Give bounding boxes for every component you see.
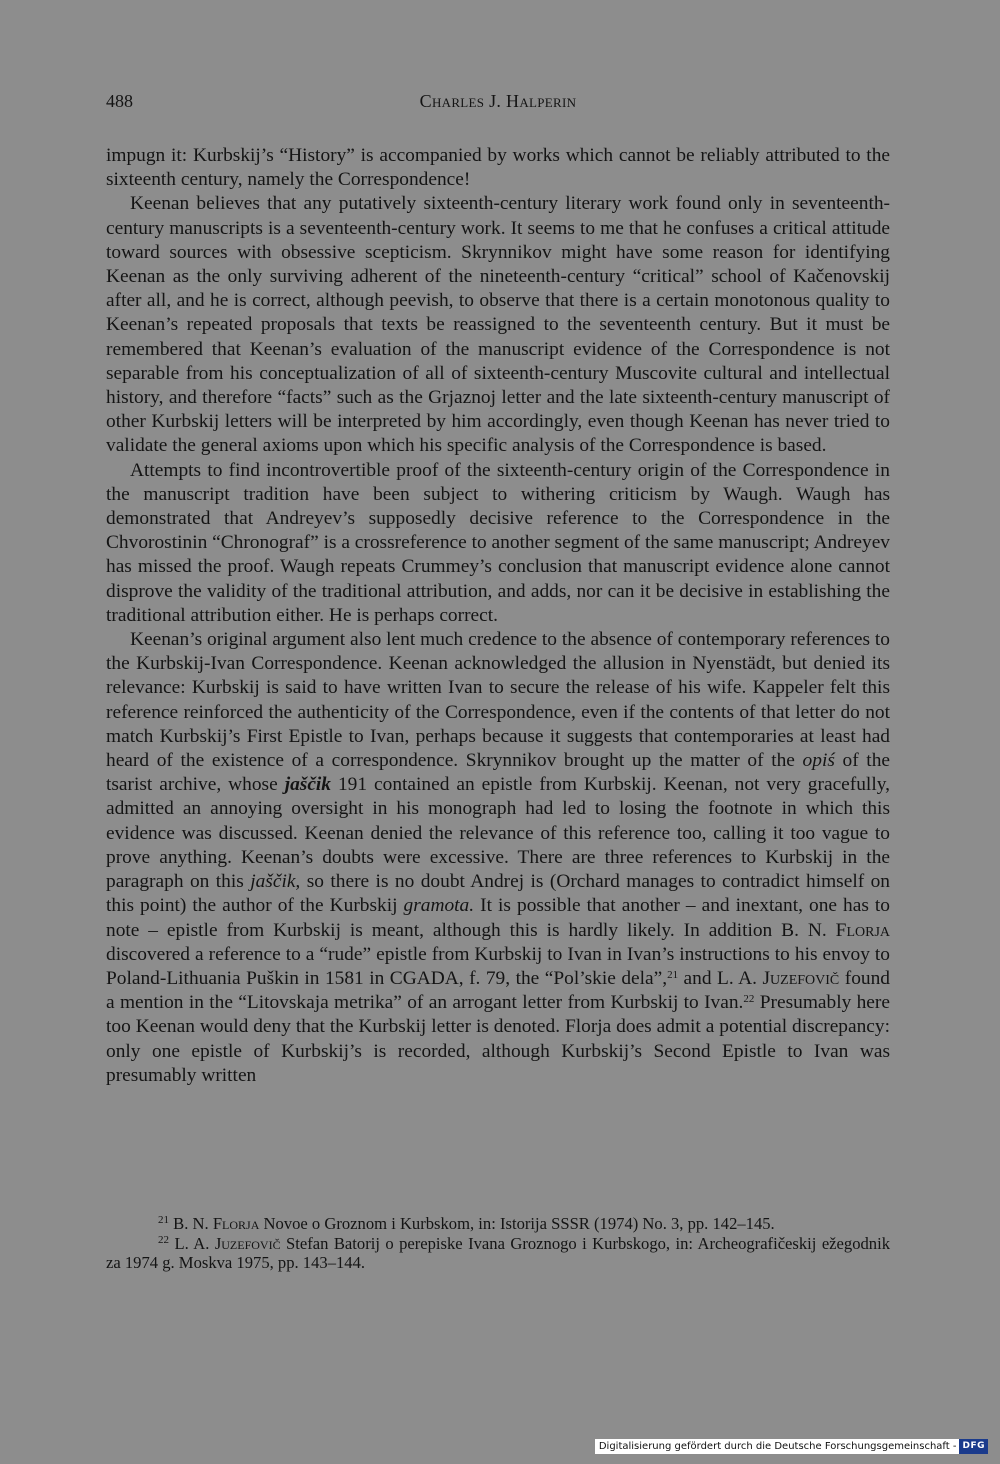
italic-term-jascik-2: jaščik, xyxy=(250,871,301,893)
paragraph-2: Keenan believes that any putatively sixteenth-century literary work found only in seventeenth-century manuscripts is a seventeenth-century work. It seems to me that he confuses a critical attitude toward sources with obsessive scepticism. Skrynnikov might have some reason for identifying Keenan as the only surviving adherent of the nineteenth-century “critical” school of Kačenovskij after all, and he is correct, although peevish, to observe that there is a certain monotonous quality to Keenan’s repeated proposals that texts be reassigned to the seventeenth century. But it must be remembered that Keenan’s evaluation of the manuscript evidence of the Correspondence is not separable from his conceptualization of all of sixteenth-century Muscovite cultural and intellectual history, and therefore “facts” such as the Grjaznoj letter and the late sixteenth-century manuscript of other Kurbskij letters will be interpreted by him accordingly, even though Keenan has never tried to validate the general axioms upon which his specific analysis of the Correspondence is based. xyxy=(106,193,890,457)
paragraph-4-text: 191 contained an epistle from Kurbskij. Keenan, not very gracefully, admitted an annoying oversight in his monograph had led to losing the footnote in which this evidence was discussed. Keenan denied the relevance of this reference too, calling it too vague to prove anything. Keenan’s doubts were excessive. There are three references to Kurbskij in the paragraph on this xyxy=(106,774,890,893)
page-number: 488 xyxy=(106,91,133,111)
paragraph-3: Attempts to find incontrovertible proof of the sixteenth-century origin of the Correspondence in the manuscript tradition have been subject to withering criticism by Waugh. Waugh has demonstrated that Andreyev’s supposedly decisive reference to the Correspondence in the Chvorostinin “Chronograf” is a crossreference to another segment of the same manuscript; Andreyev has missed the proof. Waugh repeats Crummey’s conclusion that manuscript evidence alone cannot disprove the validity of the traditional attribution, and adds, nor can it be decisive in establishing the traditional attribution either. He is perhaps correct. xyxy=(106,459,890,626)
footnote-22 xyxy=(106,1234,890,1273)
page-header xyxy=(106,88,890,114)
footnote-author-initials: B. N. xyxy=(173,1214,209,1233)
footnote-ref-21[interactable]: 21 xyxy=(667,968,679,981)
paragraph-4-text: of the tsarist archive, whose xyxy=(106,750,890,796)
paragraph-4-text: so there is no doubt Andrej is (Orchard manages to contradict himself on this point) the author of the Kurbskij xyxy=(106,871,890,917)
footnote-author: Juzefovič xyxy=(214,1233,281,1253)
footnote-mark: 22 xyxy=(158,1233,169,1246)
paragraph-4-text: Keenan’s original argument also lent much credence to the absence of contemporary references to the Kurbskij-Ivan Correspondence. Keenan acknowledged the allusion in Nyenstädt, but denied its relevance: Kurbskij is said to have written Ivan to secure the release of his wife. Kappeler felt this reference reinforced the authenticity of the Correspondence, even if the contents of that letter do not match Kurbskij’s First Epistle to Ivan, perhaps because it suggests that contemporaries at least had heard of the existence of a correspondence. Skrynnikov brought up the matter of the xyxy=(106,629,890,772)
footnote-text: Novoe o Groznom i Kurbskom, in: Istorija SSSR (1974) No. 3, pp. 142–145. xyxy=(259,1214,775,1233)
paragraph-4-text: and L. A. xyxy=(678,967,763,989)
footnote-author-initials: L. A. xyxy=(174,1233,210,1253)
footnote-21 xyxy=(106,1214,890,1234)
footnote-ref-22[interactable]: 22 xyxy=(743,993,755,1006)
digitization-credit-bar xyxy=(595,1439,988,1454)
italic-term-opis: opiś xyxy=(802,750,835,772)
paragraph-1: impugn it: Kurbskij’s “History” is accompanied by works which cannot be reliably attributed to the sixteenth century, namely the Correspondence! xyxy=(106,145,890,191)
footnotes xyxy=(106,1214,890,1273)
footnote-text: Stefan Batorij o perepiske Ivana Groznogo i Kurbskogo, in: Archeografičeskij ežegodnik za 1974 g. Moskva 1975, pp. 143–144. xyxy=(106,1233,891,1272)
author-name-juzefovic: Juzefovič xyxy=(762,967,840,989)
author-name-florja: Florja xyxy=(835,919,890,941)
paragraph-4-text: found a mention in the “Litovskaja metrika” of an arrogant letter from Kurbskij to Ivan. xyxy=(106,967,890,1014)
dfg-logo[interactable]: DFG xyxy=(959,1439,988,1454)
running-head: Charles J. Halperin xyxy=(419,91,577,111)
italic-term-gramota: gramota. xyxy=(403,895,475,917)
paragraph-4-text: Presumably here too Keenan would deny that the Kurbskij letter is denoted. Florja does admit a potential discrepancy: only one epistle of Kurbskij’s is recorded, although Kurbskij’s Second Epistle to Ivan was presumably written xyxy=(106,992,890,1086)
body-text xyxy=(106,144,890,1088)
footnote-mark: 21 xyxy=(158,1214,169,1226)
digitization-credit-text: Digitalisierung gefördert durch die Deutsche Forschungsgemeinschaft - xyxy=(598,1441,957,1452)
paragraph-4-text: It is possible that another – and inextant, one has to note – epistle from Kurbskij is meant, although this is hardly likely. In addition B. N. xyxy=(106,895,891,941)
paragraph-4-text: discovered a reference to a “rude” epistle from Kurbskij to Ivan in Ivan’s instructions to his envoy to Poland-Lithuania Puškin in 1581 in CGADA, f. 79, the “Pol’skie dela”, xyxy=(106,943,890,989)
book-page xyxy=(106,88,890,1088)
italic-term-jascik: jaščik xyxy=(284,774,332,796)
paragraph-4 xyxy=(106,628,890,1088)
footnote-author: Florja xyxy=(212,1214,260,1233)
